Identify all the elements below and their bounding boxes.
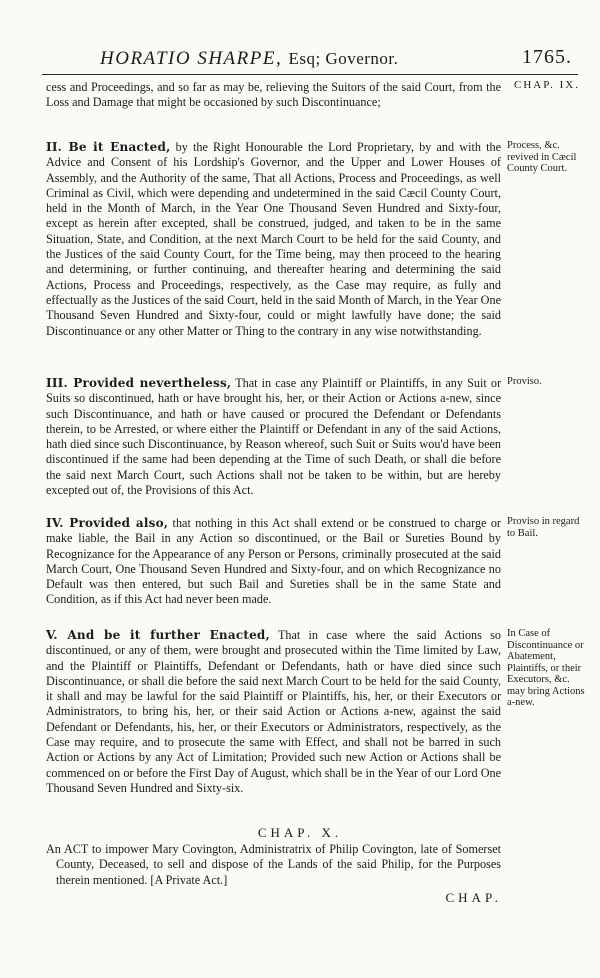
running-head-name: HORATIO SHARPE, <box>100 48 283 69</box>
section-5 <box>46 628 501 796</box>
running-head <box>100 48 398 70</box>
page-header <box>0 44 600 72</box>
chap-x-heading: CHAP. X. <box>257 825 343 840</box>
running-head-title: Esq; Governor. <box>288 49 399 68</box>
section-1-continuation: cess and Proceedings, and so far as may be, relieving the Suitors of the said Court, from the Loss and Damage that might be occasioned by such Discontinuance; <box>46 80 501 110</box>
margin-proviso-bail: Proviso in regard to Bail. <box>507 516 580 539</box>
chap-x-act-title: An ACT to impower Mary Covington, Administratrix of Philip Covington, late of Somerset County, Deceased, to sell and dispose of the Lands of the said Philip, for the Purposes therein mentioned. [A Private Act.] <box>46 842 501 887</box>
section-3-lead: III. Provided nevertheless, <box>46 376 232 390</box>
section-5-text: That in case where the said Actions so discontinued, or any of them, were brought and prosecuted within the Time limited by Law, and the Plaintiff or Plaintiffs, Defendant or Defendants, hath or have died since such Discontinuance, or shall die before the said next March Court to be held for the said County, it shall and may be lawful for the said Plaintiff or Plaintiffs, his, her, or their Executors or Administrators, to bring his, her, or their said Action or Actions a-new, against the said Defendant or Defendants, his, her, or their Executors or Administrators, respectively, as the Case may require, and to prosecute the same with Effect, and shall not be barred in such Action or Actions by any Act of Limitation; Provided such new Action or Actions shall be commenced on or before the First Day of August, which shall be in the Year of our Lord One Thousand Seven Hundred and Sixty-six. <box>46 628 501 795</box>
section-2 <box>46 140 501 339</box>
section-3-text: That in case any Plaintiff or Plaintiffs, in any Suit or Suits so discontinued, hath or have brought his, her, or their Action or Actions a-new, since such Discontinuance, and hath or have caused or procured the Defendant or Defendants therein, to be Arrested, or where either the Plaintiff or Defendant in any of the said Actions, hath died since such Discontinuance, by Reason whereof, such Suit or Suits wou'd have been discontinued if the same had been depending at the Time of such Death, or shall die before the said next March Court, such Actions shall not be taken to be within, but are hereby excepted out of, the Provisions of this Act. <box>46 376 502 498</box>
margin-proviso: Proviso. <box>507 376 542 387</box>
section-4-lead: IV. Provided also, <box>46 516 169 530</box>
section-4 <box>46 516 501 608</box>
page-year: 1765. <box>522 46 572 68</box>
header-rule <box>42 74 578 75</box>
section-3 <box>46 376 501 498</box>
margin-chap-ix: CHAP. IX. <box>514 79 580 91</box>
section-2-lead: II. Be it Enacted, <box>46 140 171 154</box>
section-4-text: that nothing in this Act shall extend or be construed to charge or make liable, the Bail in any Action so discontinued, or the Bail or Sureties Bound by Recognizance for the Appearance of any Person or Persons, criminally prosecuted at the said March Court, One Thousand Seven Hundred and Sixty-four, and on which Recognizance no Default was then entered, but such Bail and Sureties shall be in the same State and Condition, as if this Act had never been made. <box>46 516 501 607</box>
section-5-lead: V. And be it further Enacted, <box>46 628 270 642</box>
margin-in-case: In Case of Discontinuance or Abatement, Plaintiffs, or their Executors, &c. may bring Actions a-new. <box>507 628 585 708</box>
margin-process-revived: Process, &c. revived in Cæcil County Court. <box>507 140 577 174</box>
section-2-text: by the Right Honourable the Lord Proprietary, by and with the Advice and Consent of his Lordship's Governor, and the Upper and Lower Houses of Assembly, and the Authority of the same, That all Actions, Process and Proceedings, as well Criminal as Civil, which were depending and undetermined in the said Cæcil County Court, held in the Month of March, in the Year One Thousand Seven Hundred and Sixty-four, except as herein after excepted, shall be construed, judged, and taken to be in the same Situation, State, and Condition, at the next March Court to be held for the said County, and the Justices of the said County Court, for the Time being, may then proceed to the hearing and determining, or further continuing, and thereafter hearing and determining the said Actions, Process and Proceedings, respectively, as the Case may require, as fully and effectually as the Justices of the said Court, held in the said Month of March, in the Year One Thousand Seven Hundred and Sixty-four, could or might lawfully have done; the said Discontinuance or any other Matter or Thing to the contrary in any wise notwithstanding. <box>46 140 502 338</box>
catchword: CHAP. <box>445 890 502 905</box>
